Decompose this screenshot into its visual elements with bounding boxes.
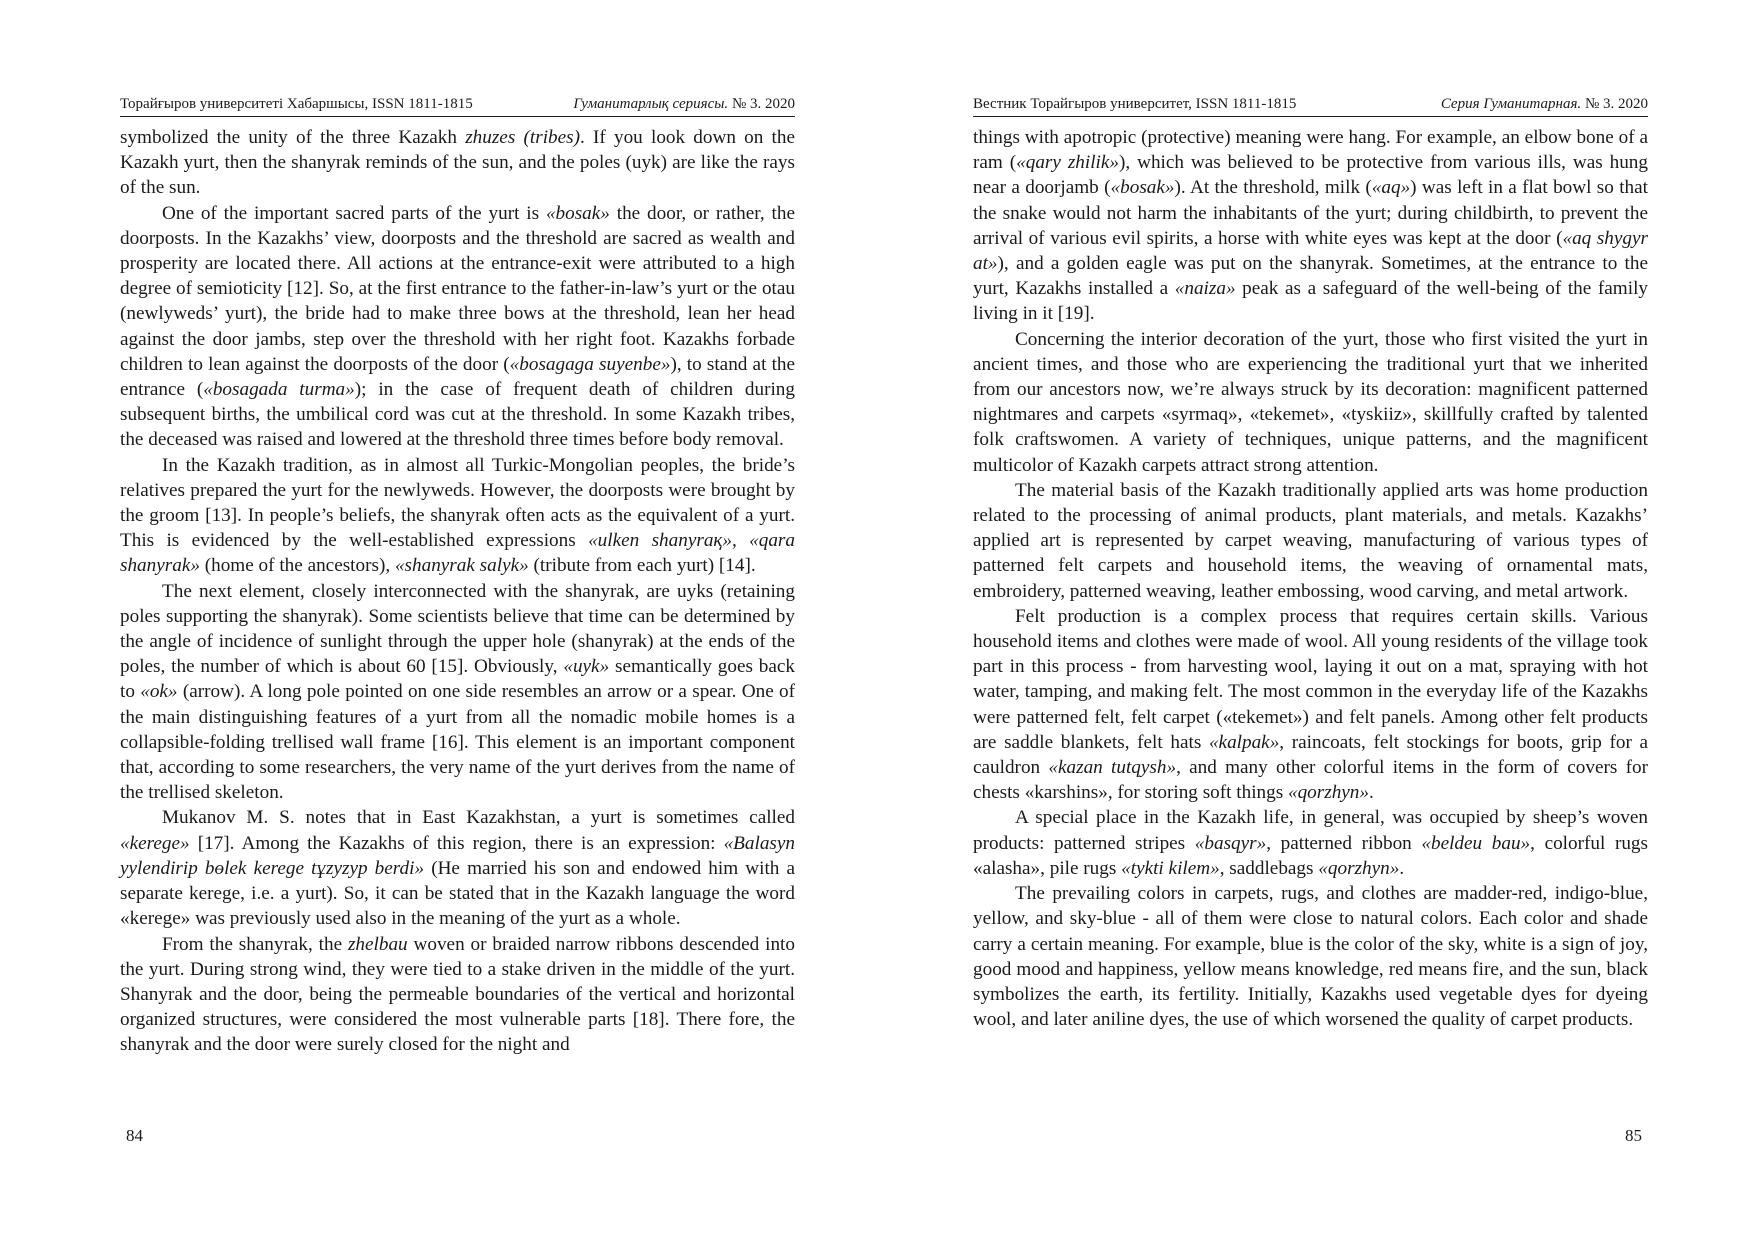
series-issue (573, 92, 795, 116)
right-page (973, 0, 1648, 1241)
paragraph: symbolized the unity of the three Kazakh zhuzes (tribes). If you look down on the Kazakh yurt, then the shanyrak reminds of the sun, and the poles (uyk) are like the rays of the sun. (120, 127, 795, 199)
page-body (973, 125, 1648, 1032)
paragraph: A special place in the Kazakh life, in general, was occupied by sheep’s woven products: patterned stripes «basqyr», patterned ribbon «beldeu bau», colorful rugs «alasha», pile rugs «tykti kilem», saddlebags «qorzhyn». (973, 807, 1648, 879)
paragraph: Concerning the interior decoration of the yurt, those who first visited the yurt in ancient times, and those who are experiencing the traditional yurt that we inherited from our ancestors now, we’re always struck by its decoration: magnificent patterned nightmares and carpets «syrmaq», «tekemet», «tyskiiz», skillfully crafted by talented folk craftswomen. A variety of techniques, unique patterns, and the magnificent multicolor of Kazakh carpets attract strong attention. (973, 328, 1648, 476)
italic-term: «aq» (1371, 177, 1411, 199)
italic-term: «qary zhilik» (1016, 152, 1119, 174)
italic-term: «bosak» (1110, 177, 1175, 199)
journal-title: Вестник Торайгыров университет, ISSN 1811-1815 (973, 96, 1297, 112)
page-number: 85 (1625, 1126, 1642, 1145)
italic-term: zhuzes (tribes) (465, 127, 580, 148)
issue-number: № 3. 2020 (1584, 96, 1648, 112)
left-page (120, 0, 795, 1241)
page-number: 84 (126, 1126, 143, 1145)
italic-term: «kalpak» (1208, 731, 1280, 753)
italic-term: «ulken shanyraқ», «qara shanyrak» (120, 530, 795, 577)
italic-term: «basqyr» (1194, 832, 1267, 854)
italic-term: «kerege» (120, 832, 190, 854)
italic-term: «Balasyn yylendirip bөlek kerege tұzyzyp berdi» (120, 832, 795, 879)
italic-term: «tykti kilem» (1121, 857, 1220, 879)
running-header (973, 92, 1648, 117)
paragraph: From the shanyrak, the zhelbau woven or braided narrow ribbons descended into the yurt. During strong wind, they were tied to a stake driven in the middle of the yurt. Shanyrak and the door, being the permeable boundaries of the vertical and horizontal organized structures, were considered the most vulnerable parts [18]. There fore, the shanyrak and the door were surely closed for the night and (120, 933, 795, 1056)
paragraph: The next element, closely interconnected with the shanyrak, are uyks (retaining poles supporting the shanyrak). Some scientists believe that time can be determined by the angle of incidence of sunlight through the upper hole (shanyrak) at the ends of the poles, the number of which is about 60 [15]. Obviously, «uyk» semantically goes back to «ok» (arrow). A long pole pointed on one side resembles an arrow or a spear. One of the main distinguishing features of a yurt from all the nomadic mobile homes is a collapsible-folding trellised wall frame [16]. This element is an important component that, according to some researchers, the very name of the yurt derives from the name of the trellised skeleton. (120, 580, 796, 804)
paragraph: One of the important sacred parts of the yurt is «bosak» the door, or rather, the doorposts. In the Kazakhs’ view, doorposts and the threshold are sacred as wealth and prosperity are located there. All actions at the entrance-exit were attributed to a high degree of semioticity [12]. So, at the first entrance to the father-in-law’s yurt or the otau (newlyweds’ yurt), the bride had to make three bows at the threshold, lean her head against the door jambs, step over the threshold with her right foot. Kazakhs forbade children to lean against the doorposts of the door («bosagaga suyenbe»), to stand at the entrance («bosagada turma»); in the case of frequent death of children during subsequent births, the umbilical cord was cut at the threshold. In some Kazakh tribes, the deceased was raised and lowered at the threshold three times before body removal. (120, 202, 796, 451)
running-header (120, 92, 795, 117)
italic-term: «ok» (140, 681, 178, 703)
italic-term: «aq shygyr at» (973, 227, 1648, 275)
paragraph: The material basis of the Kazakh traditionally applied arts was home production related to the processing of animal products, plant materials, and metals. Kazakhs’ applied art is represented by carpet weaving, manufacturing of various types of patterned felt carpets and household items, the weaving of ornamental mats, embroidery, patterned weaving, leather embossing, wood carving, and metal artwork. (973, 479, 1648, 602)
paragraph: The prevailing colors in carpets, rugs, and clothes are madder-red, indigo-blue, yellow, and sky-blue - all of them were close to natural colors. Each color and shade carry a certain meaning. For example, blue is the color of the sky, white is a sign of joy, good mood and happiness, yellow means knowledge, red means fire, and the sun, black symbolizes the earth, its fertility. Initially, Kazakhs used vegetable dyes for dyeing wool, and later aniline dyes, the use of which worsened the quality of carpet products. (973, 883, 1648, 1031)
italic-term: zhelbau (347, 933, 408, 955)
italic-term: «bosagaga suyenbe» (509, 353, 671, 375)
series-title: Серия Гуманитарная. (1440, 96, 1582, 112)
italic-term: «bosak» (545, 202, 610, 224)
italic-term: «uyk» (563, 656, 610, 678)
series-title: Гуманитарлық сериясы. (573, 96, 729, 112)
italic-term: «kazan tutqysh» (1048, 757, 1177, 779)
paragraph: things with apotropic (protective) meaning were hang. For example, an elbow bone of a ram («qary zhilik»), which was believed to be protective from various ills, was hung near a doorjamb («bosak»). At the threshold, milk («aq») was left in a flat bowl so that the snake would not harm the inhabitants of the yurt; during childbirth, to prevent the arrival of various evil spirits, a horse with white eyes was kept at the door («aq shygyr at»), and a golden eagle was put on the shanyrak. Sometimes, at the entrance to the yurt, Kazakhs installed a «naiza» peak as a safeguard of the well-being of the family living in it [19]. (973, 127, 1648, 325)
issue-number: № 3. 2020 (731, 96, 795, 112)
paragraph: Mukanov M. S. notes that in East Kazakhstan, a yurt is sometimes called «kerege» [17]. Among the Kazakhs of this region, there is an expression: «Balasyn yylendirip bөlek kerege tұzyzyp berdi» (He married his son and endowed him with a separate kerege, i.e. a yurt). So, it can be stated that in the Kazakh language the word «kerege» was previously used also in the meaning of the yurt as a whole. (120, 807, 795, 930)
italic-term: «shanyrak salyk» (394, 555, 529, 577)
italic-term: «qorzhyn» (1318, 857, 1400, 879)
paragraph: Felt production is a complex process that requires certain skills. Various household items and clothes were made of wool. All young residents of the village took part in this process - from harvesting wool, laying it out on a mat, spraying with hot water, tamping, and making felt. The most common in the everyday life of the Kazakhs were patterned felt, felt carpet («tekemet») and felt panels. Among other felt products are saddle blankets, felt hats «kalpak», raincoats, felt stockings for boots, grip for a cauldron «kazan tutqysh», and many other colorful items in the form of covers for chests «karshins», for storing soft things «qorzhyn». (973, 605, 1649, 804)
page-body (120, 125, 795, 1058)
series-issue (1441, 92, 1648, 116)
italic-term: «beldeu bau» (1421, 832, 1531, 854)
italic-term: «naiza» (1174, 278, 1236, 300)
journal-title: Торайғыров университеті Хабаршысы, ISSN 1811-1815 (120, 96, 473, 112)
italic-term: «qorzhyn» (1287, 782, 1369, 804)
paragraph: In the Kazakh tradition, as in almost all Turkic-Mongolian peoples, the bride’s relatives prepared the yurt for the newlyweds. However, the doorposts were brought by the groom [13]. In people’s beliefs, the shanyrak often acts as the equivalent of a yurt. This is evidenced by the well-established expressions «ulken shanyraқ», «qara shanyrak» (home of the ancestors), «shanyrak salyk» (tribute from each yurt) [14]. (120, 454, 795, 577)
italic-term: «bosagada turma» (203, 379, 355, 401)
